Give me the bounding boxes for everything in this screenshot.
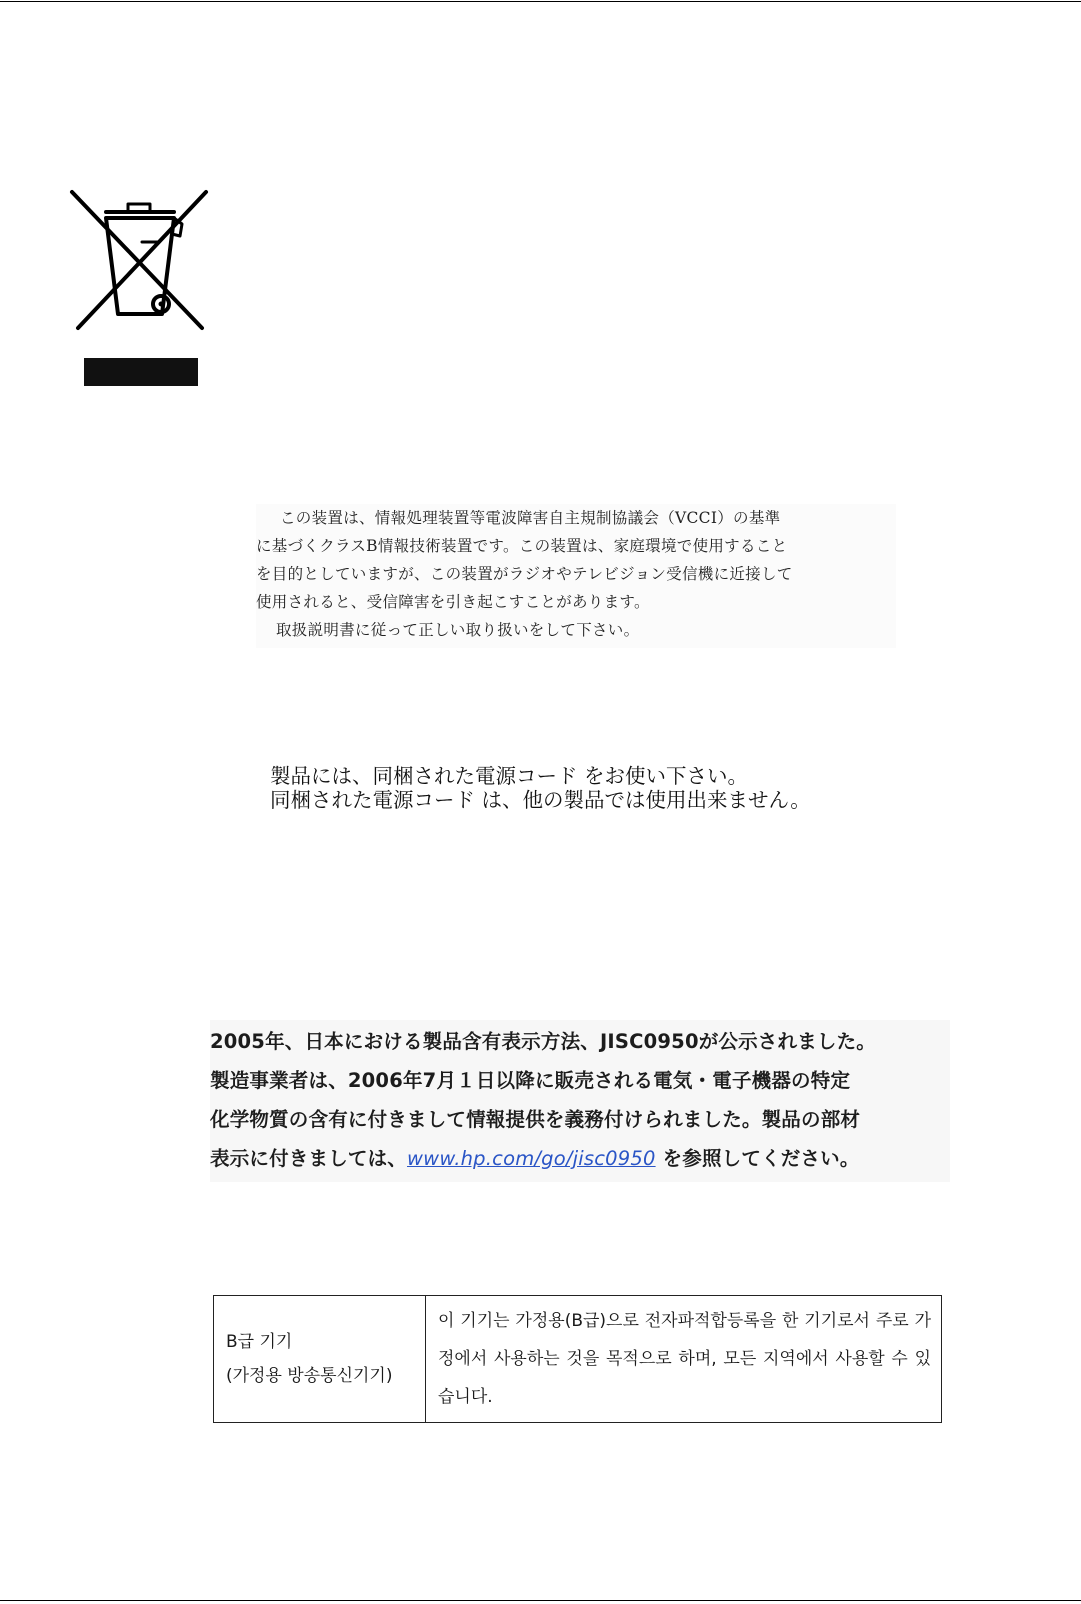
device-class-label: B급 기기	[226, 1332, 293, 1352]
jisc-line-3: 化学物質の含有に付きまして情報提供を義務付けられました。製品の部材	[210, 1108, 861, 1131]
device-class-description: 이 기기는 가정용(B급)으로 전자파적합등록을 한 기기로서 주로 가정에서 사용하는 것을 목적으로 하며, 모든 지역에서 사용할 수 있습니다.	[426, 1296, 942, 1423]
jisc-line-2: 製造事業者は、2006年7月１日以降に販売される電気・電子機器の特定	[210, 1069, 851, 1092]
vcci-line-2: に基づくクラスB情報技術装置です。この装置は、家庭環境で使用すること	[256, 537, 788, 555]
table-row	[214, 1296, 942, 1423]
vcci-line-5: 取扱説明書に従って正しい取り扱いをして下さい。	[276, 621, 640, 639]
bottom-rule	[0, 1600, 1081, 1601]
vcci-line-3: を目的としていますが、この装置がラジオやテレビジョン受信機に近接して	[256, 565, 793, 583]
weee-black-bar	[84, 358, 198, 386]
vcci-line-4: 使用されると、受信障害を引き起こすことがあります。	[256, 593, 650, 611]
vcci-line-1: この装置は、情報処理装置等電波障害自主規制協議会（VCCI）の基準	[280, 509, 781, 527]
power-cord-line-1: 製品には、同梱された電源コード をお使い下さい。	[270, 764, 749, 788]
top-rule	[0, 1, 1081, 2]
vcci-notice	[256, 504, 896, 648]
power-cord-line-2: 同梱された電源コード は、他の製品では使用出来ません。	[270, 788, 811, 812]
jisc-line-4	[210, 1139, 950, 1178]
jisc-line-1: 2005年、日本における製品含有表示方法、JISC0950が公示されました。	[210, 1030, 877, 1053]
weee-crossed-bin-icon	[66, 188, 216, 398]
power-cord-notice	[270, 764, 811, 812]
device-class-type: (가정용 방송통신기기)	[226, 1366, 393, 1386]
jisc-line-4-suffix: を参照してください。	[655, 1147, 860, 1170]
jisc-line-4-prefix: 表示に付きましては、	[210, 1147, 408, 1170]
korea-class-b-table	[213, 1295, 942, 1423]
jisc-link[interactable]: www.hp.com/go/jisc0950	[407, 1147, 656, 1170]
device-class-cell	[214, 1296, 426, 1423]
jisc-notice	[210, 1020, 950, 1182]
